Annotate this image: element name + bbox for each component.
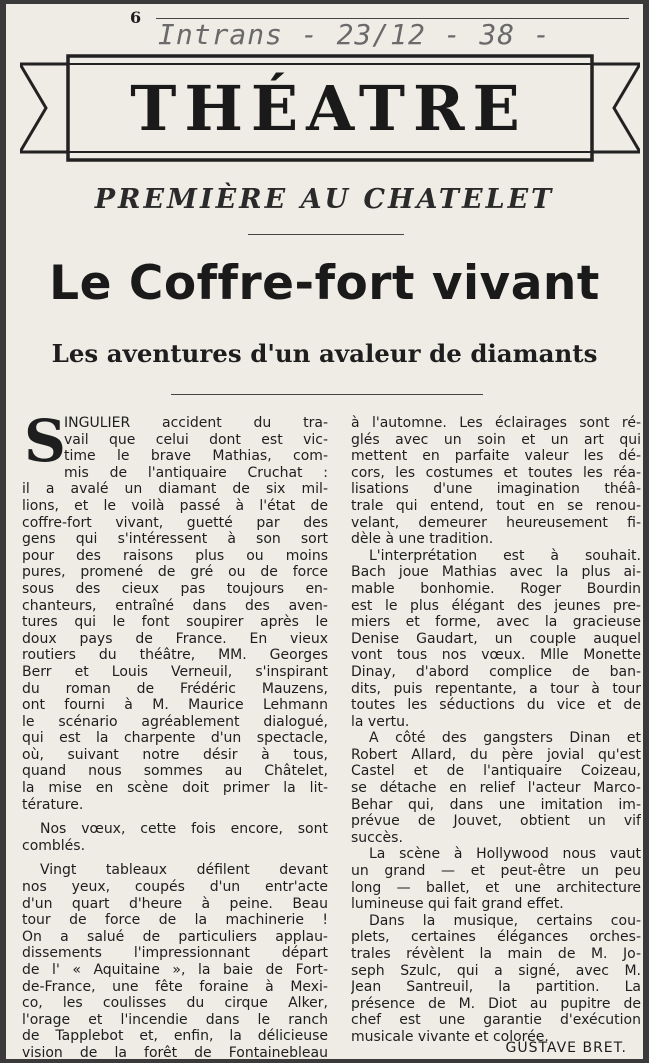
text-line: On a salué de particuliers applau-: [22, 928, 328, 945]
text-line: d'un quart d'heure à peine. Beau: [22, 895, 328, 912]
text-line: glés avec un soin et un art qui: [351, 431, 641, 448]
text-line: se détache en relief l'acteur Marco-: [351, 780, 641, 797]
text-line: trale qui entend, tout en se renou-: [351, 497, 641, 514]
text-line: doux pays de France. En vieux: [22, 630, 328, 647]
text-line: seph Szulc, qui a signé, avec M.: [351, 962, 641, 979]
text-line: plets, certaines élégances orches-: [351, 929, 641, 946]
text-line: miers et forme, avec la gracieuse: [351, 614, 641, 631]
text-line: cors, les costumes et toutes les réa-: [351, 464, 641, 481]
text-line: Denise Gaudart, un couple auquel: [351, 630, 641, 647]
text-line: quand nous sommes au Châtelet,: [22, 763, 328, 780]
text-line: la vertu.: [351, 713, 410, 730]
text-line: chanteurs, entraîné dans des aven-: [22, 597, 328, 614]
text-line: mettent en parfaite valeur les dé-: [351, 448, 641, 465]
text-line: tour de force de la machinerie !: [22, 912, 328, 929]
text-line: il a avalé un diamant de six mil-: [22, 481, 328, 498]
text-line: Jean Santreuil, la partition. La: [351, 979, 641, 996]
text-line: Berr et Louis Verneuil, s'inspirant: [22, 663, 328, 680]
headline: Le Coffre-fort vivant: [49, 256, 600, 311]
text-line: comblés.: [22, 837, 86, 854]
text-line: musicale vivante et colorée.: [351, 1028, 549, 1045]
text-line: nos yeux, coupés d'un entr'acte: [22, 879, 328, 896]
text-line: gens qui s'intéressent à son sort: [22, 531, 328, 548]
text-line: succès.: [351, 829, 403, 846]
text-line: Robert Allard, du père jovial qu'est: [351, 746, 641, 763]
text-line: de l' « Aquitaine », la baie de Fort-: [22, 962, 328, 978]
text-line: Bach joue Mathias avec la plus ai-: [351, 564, 641, 581]
text-line: la mise en scène doit primer la lit-: [22, 780, 328, 797]
text-line: dèle à une tradition.: [351, 531, 494, 548]
article-column-right: [351, 415, 641, 1046]
text-line: coffre-fort vivant, guetté par des: [22, 514, 328, 531]
subheadline: Les aventures d'un avaleur de diamants: [51, 339, 598, 368]
text-line: où, suivant notre désir à tous,: [22, 746, 328, 763]
text-line: chef est une garantie d'exécution: [351, 1012, 641, 1029]
page-number: 6: [130, 8, 142, 27]
text-line: qui est la charpente d'un spectacle,: [22, 730, 328, 747]
text-line: mable bonhomie. Roger Bourdin: [351, 580, 641, 597]
text-line: du roman de Frédéric Mauzens,: [22, 680, 328, 697]
text-line: toutes les séductions du vice et de: [351, 697, 641, 714]
text-line: Castel et de l'antiquaire Coizeau,: [351, 763, 641, 780]
text-line: Behar qui, dans une imitation im-: [351, 796, 641, 813]
text-line: à l'automne. Les éclairages sont ré-: [351, 415, 641, 431]
text-line: présence de M. Diot au pupitre de: [351, 995, 641, 1012]
text-line: long — ballet, et une architecture: [351, 879, 641, 896]
text-line: pour des raisons plus ou moins: [22, 547, 328, 564]
paragraph-gap: [22, 813, 328, 821]
text-line: velant, demeurer heureusement fi-: [351, 514, 641, 531]
drop-cap: S: [24, 407, 66, 475]
text-line: un grand — et peut-être un peu: [351, 863, 641, 880]
text-line: INGULIER accident du tra-: [64, 415, 328, 431]
text-line: routiers du théâtre, MM. Georges: [22, 647, 328, 664]
text-line: le scénario agréablement dialogué,: [22, 713, 328, 730]
text-line: l'orage et l'incendie dans le ranch: [22, 1011, 328, 1028]
text-line: mis de l'antiquaire Cruchat :: [64, 464, 328, 481]
text-line: Vingt tableaux défilent devant: [40, 862, 328, 879]
text-line: de Tapplebot et, enfin, la délicieuse: [22, 1028, 328, 1045]
text-line: lisations d'une imagination théâ-: [351, 481, 641, 498]
rule-under-kicker: [248, 234, 404, 235]
author-signature: GUSTAVE BRET.: [505, 1040, 627, 1056]
text-line: vail que celui dont est vic-: [64, 431, 328, 448]
text-line: sous des cieux pas toujours en-: [22, 580, 328, 597]
text-line: lions, et le voilà passé à l'état de: [22, 497, 328, 514]
text-line: pures, promené de gré ou de force: [22, 564, 328, 581]
section-banner-title: THÉATRE: [130, 72, 528, 145]
text-line: lumineuse qui fait grand effet.: [351, 896, 564, 913]
text-line: L'interprétation est à souhait.: [369, 547, 641, 564]
text-line: time le brave Mathias, com-: [64, 448, 328, 465]
text-line: trales révèlent la main de M. Jo-: [351, 946, 641, 962]
paragraph-gap: [22, 854, 328, 862]
text-line: Dinay, d'abord complice de ban-: [351, 663, 641, 680]
text-line: est le plus élégant des jeunes pre-: [351, 597, 641, 614]
handwritten-note: Intrans - 23/12 - 38 -: [158, 18, 551, 51]
text-line: Dans la musique, certains cou-: [369, 912, 641, 929]
text-line: co, les coulisses du cirque Alker,: [22, 995, 328, 1012]
text-line: A côté des gangsters Dinan et: [369, 730, 641, 747]
text-line: La scène à Hollywood nous vaut: [369, 846, 641, 863]
kicker: PREMIÈRE AU CHATELET: [94, 184, 555, 215]
text-line: tures qui le font soupirer après le: [22, 614, 328, 631]
text-line: vont tous nos vœux. Mlle Monette: [351, 647, 641, 664]
text-line: dissements l'impressionnant départ: [22, 945, 328, 962]
text-line: dits, puis repentante, a tour à tour: [351, 680, 641, 697]
text-line: vision de la forêt de Fontainebleau: [22, 1044, 328, 1061]
article-column-left: [22, 407, 328, 1062]
text-line: térature.: [22, 796, 84, 813]
text-line: prévue de Jouvet, obtient un vif: [351, 813, 641, 830]
text-line: Nos vœux, cette fois encore, sont: [40, 821, 328, 838]
text-line: de-France, une fête foraine à Mexi-: [22, 978, 328, 995]
rule-under-subheadline: [171, 394, 483, 395]
text-line: ont fourni à M. Maurice Lehmann: [22, 697, 328, 714]
